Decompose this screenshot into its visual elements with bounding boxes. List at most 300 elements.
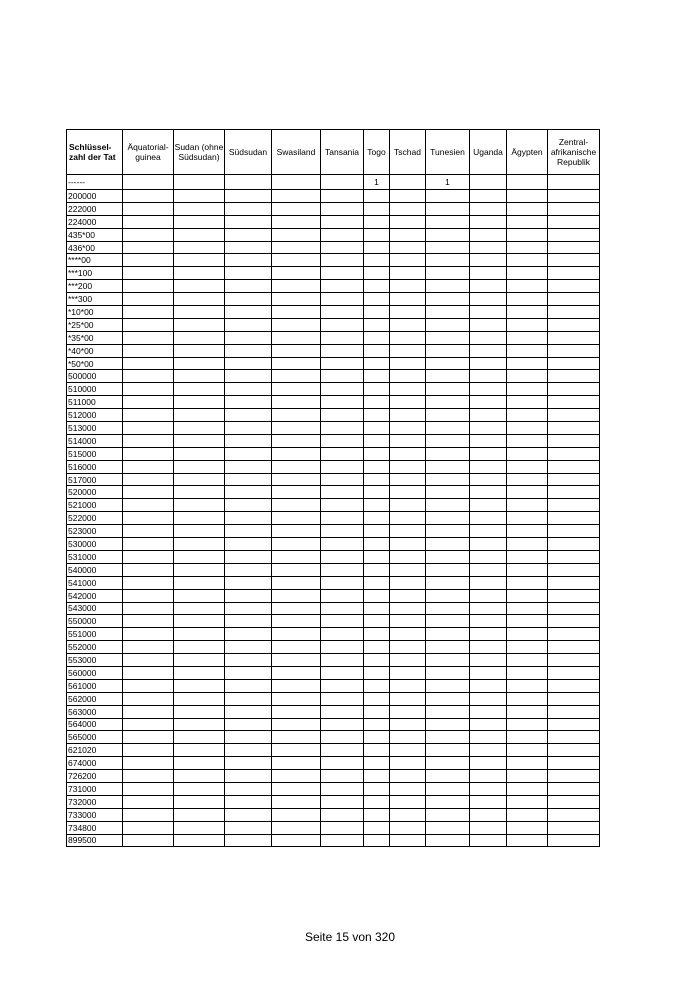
- table-cell: [272, 563, 321, 576]
- table-cell: [225, 512, 272, 525]
- table-row: [67, 422, 600, 435]
- table-cell: [225, 615, 272, 628]
- row-key: 552000: [67, 641, 123, 654]
- table-cell: [390, 473, 426, 486]
- table-cell: [426, 357, 470, 370]
- table-cell: [507, 434, 548, 447]
- table-cell: [390, 782, 426, 795]
- table-cell: [548, 280, 600, 293]
- table-cell: [174, 744, 225, 757]
- table-cell: [548, 331, 600, 344]
- table-cell: [225, 331, 272, 344]
- table-cell: [321, 473, 364, 486]
- row-key: ------: [67, 175, 123, 190]
- table-cell: [321, 834, 364, 847]
- row-key: 731000: [67, 782, 123, 795]
- table-cell: [364, 563, 390, 576]
- row-key: 224000: [67, 215, 123, 228]
- table-cell: [364, 447, 390, 460]
- table-cell: [470, 834, 507, 847]
- row-key: 726200: [67, 770, 123, 783]
- table-cell: [225, 757, 272, 770]
- header-country: Tansania: [321, 130, 364, 175]
- table-cell: [507, 202, 548, 215]
- table-cell: [426, 512, 470, 525]
- table-cell: [426, 473, 470, 486]
- table-cell: [470, 641, 507, 654]
- table-cell: [507, 280, 548, 293]
- table-cell: [321, 770, 364, 783]
- table-cell: [321, 589, 364, 602]
- table-cell: [390, 254, 426, 267]
- table-cell: [321, 757, 364, 770]
- table-row: [67, 447, 600, 460]
- table-cell: [507, 422, 548, 435]
- table-cell: [174, 396, 225, 409]
- table-cell: [364, 383, 390, 396]
- table-row: [67, 228, 600, 241]
- table-cell: [548, 538, 600, 551]
- row-key: *40*00: [67, 344, 123, 357]
- table-cell: [174, 512, 225, 525]
- table-cell: [321, 744, 364, 757]
- table-cell: [507, 795, 548, 808]
- row-key: 512000: [67, 409, 123, 422]
- table-cell: [470, 615, 507, 628]
- table-cell: [174, 538, 225, 551]
- table-cell: [390, 795, 426, 808]
- row-key: *10*00: [67, 306, 123, 319]
- table-cell: [507, 383, 548, 396]
- table-cell: [123, 512, 174, 525]
- table-cell: [390, 318, 426, 331]
- table-cell: [548, 782, 600, 795]
- table-cell: [174, 370, 225, 383]
- table-cell: [174, 718, 225, 731]
- table-cell: [470, 228, 507, 241]
- table-cell: [123, 770, 174, 783]
- table-cell: [426, 692, 470, 705]
- table-cell: [548, 808, 600, 821]
- row-key: 564000: [67, 718, 123, 731]
- row-key: 517000: [67, 473, 123, 486]
- table-row: [67, 757, 600, 770]
- table-cell: [507, 460, 548, 473]
- table-cell: [225, 486, 272, 499]
- table-cell: [470, 318, 507, 331]
- table-cell: [364, 782, 390, 795]
- table-cell: [470, 654, 507, 667]
- table-cell: [426, 267, 470, 280]
- table-cell: [426, 602, 470, 615]
- table-cell: [321, 666, 364, 679]
- table-cell: [507, 782, 548, 795]
- table-cell: [364, 280, 390, 293]
- table-cell: [123, 280, 174, 293]
- header-country: Südsudan: [225, 130, 272, 175]
- table-cell: [272, 215, 321, 228]
- table-cell: [123, 821, 174, 834]
- table-cell: [123, 731, 174, 744]
- table-cell: [364, 705, 390, 718]
- table-cell: [548, 409, 600, 422]
- table-cell: [123, 396, 174, 409]
- table-cell: [507, 563, 548, 576]
- table-row: [67, 550, 600, 563]
- row-key: 553000: [67, 654, 123, 667]
- table-cell: [321, 254, 364, 267]
- table-cell: [470, 383, 507, 396]
- table-cell: [426, 795, 470, 808]
- table-cell: [174, 679, 225, 692]
- statistics-table: [66, 129, 600, 847]
- table-row: [67, 808, 600, 821]
- table-cell: [123, 538, 174, 551]
- table-cell: [174, 190, 225, 203]
- table-cell: [390, 705, 426, 718]
- table-cell: [272, 538, 321, 551]
- table-cell: [321, 563, 364, 576]
- table-cell: [548, 422, 600, 435]
- table-cell: [548, 705, 600, 718]
- table-cell: [174, 306, 225, 319]
- table-cell: [123, 757, 174, 770]
- table-cell: [272, 654, 321, 667]
- table-cell: [225, 705, 272, 718]
- table-cell: [507, 705, 548, 718]
- table-cell: [272, 770, 321, 783]
- table-cell: [123, 344, 174, 357]
- table-cell: [470, 666, 507, 679]
- table-cell: [548, 215, 600, 228]
- table-cell: [225, 357, 272, 370]
- table-cell: [364, 744, 390, 757]
- table-cell: [321, 486, 364, 499]
- table-cell: [123, 422, 174, 435]
- table-cell: [390, 757, 426, 770]
- table-cell: [470, 306, 507, 319]
- table-cell: [272, 331, 321, 344]
- table-cell: [272, 396, 321, 409]
- table-cell: [426, 550, 470, 563]
- table-cell: [548, 563, 600, 576]
- table-cell: [426, 666, 470, 679]
- table-cell: [364, 241, 390, 254]
- row-key: 200000: [67, 190, 123, 203]
- table-cell: [272, 357, 321, 370]
- table-cell: [225, 666, 272, 679]
- table-cell: [123, 241, 174, 254]
- table-cell: [548, 486, 600, 499]
- table-cell: [507, 550, 548, 563]
- table-cell: [426, 654, 470, 667]
- table-cell: [390, 267, 426, 280]
- table-cell: [272, 241, 321, 254]
- table-cell: [174, 666, 225, 679]
- table-cell: [123, 654, 174, 667]
- row-key: 515000: [67, 447, 123, 460]
- table-cell: [174, 331, 225, 344]
- table-cell: [174, 447, 225, 460]
- table-cell: [364, 473, 390, 486]
- table-cell: [548, 460, 600, 473]
- table-cell: [174, 460, 225, 473]
- header-country: Sudan (ohne Südsudan): [174, 130, 225, 175]
- table-cell: [507, 499, 548, 512]
- table-cell: [426, 834, 470, 847]
- table-cell: [272, 666, 321, 679]
- table-cell: [225, 202, 272, 215]
- table-cell: [548, 666, 600, 679]
- table-cell: [390, 370, 426, 383]
- table-cell: [123, 641, 174, 654]
- table-row: [67, 434, 600, 447]
- table-cell: [426, 641, 470, 654]
- table-cell: [470, 757, 507, 770]
- table-cell: [507, 654, 548, 667]
- table-cell: [426, 215, 470, 228]
- table-cell: [507, 175, 548, 190]
- table-cell: [225, 602, 272, 615]
- table-cell: [390, 550, 426, 563]
- row-key: 543000: [67, 602, 123, 615]
- table-cell: [426, 460, 470, 473]
- table-cell: [548, 499, 600, 512]
- table-cell: [548, 795, 600, 808]
- row-key: 514000: [67, 434, 123, 447]
- table-cell: [507, 254, 548, 267]
- table-cell: [548, 679, 600, 692]
- table-row: [67, 512, 600, 525]
- table-row: [67, 692, 600, 705]
- table-cell: [225, 175, 272, 190]
- table-row: [67, 396, 600, 409]
- table-cell: [507, 679, 548, 692]
- table-cell: [470, 705, 507, 718]
- table-cell: [470, 602, 507, 615]
- table-cell: [225, 576, 272, 589]
- table-cell: [272, 422, 321, 435]
- row-key: ***300: [67, 293, 123, 306]
- table-cell: [390, 228, 426, 241]
- table-cell: [225, 744, 272, 757]
- table-body: [67, 175, 600, 847]
- table-cell: [272, 434, 321, 447]
- table-cell: [123, 473, 174, 486]
- table-cell: [272, 409, 321, 422]
- table-cell: [426, 576, 470, 589]
- table-cell: [548, 447, 600, 460]
- table-cell: [272, 692, 321, 705]
- table-cell: [364, 821, 390, 834]
- row-key: *25*00: [67, 318, 123, 331]
- table-cell: [321, 641, 364, 654]
- table-cell: [174, 241, 225, 254]
- table-cell: [507, 396, 548, 409]
- row-key: 511000: [67, 396, 123, 409]
- table-cell: [123, 254, 174, 267]
- table-cell: [390, 306, 426, 319]
- table-cell: [321, 357, 364, 370]
- table-cell: [364, 422, 390, 435]
- table-cell: [426, 306, 470, 319]
- table-row: [67, 306, 600, 319]
- table-cell: [470, 190, 507, 203]
- table-cell: [390, 215, 426, 228]
- table-cell: [321, 202, 364, 215]
- table-cell: [548, 757, 600, 770]
- table-row: [67, 641, 600, 654]
- header-country: Togo: [364, 130, 390, 175]
- table-cell: [174, 821, 225, 834]
- table-row: [67, 460, 600, 473]
- table-cell: [390, 447, 426, 460]
- table-cell: [123, 447, 174, 460]
- table-cell: [364, 499, 390, 512]
- table-cell: [390, 538, 426, 551]
- table-cell: [426, 589, 470, 602]
- table-cell: [321, 175, 364, 190]
- table-cell: [225, 563, 272, 576]
- table-cell: [470, 744, 507, 757]
- table-cell: [321, 576, 364, 589]
- row-key: 521000: [67, 499, 123, 512]
- table-cell: [123, 563, 174, 576]
- table-cell: [272, 718, 321, 731]
- table-cell: [470, 357, 507, 370]
- table-cell: [548, 641, 600, 654]
- table-cell: [123, 267, 174, 280]
- table-cell: [390, 512, 426, 525]
- table-cell: [390, 834, 426, 847]
- table-cell: [470, 447, 507, 460]
- table-cell: [507, 473, 548, 486]
- table-cell: [548, 254, 600, 267]
- table-row: [67, 718, 600, 731]
- table-cell: [390, 175, 426, 190]
- table-cell: [470, 576, 507, 589]
- table-cell: 1: [364, 175, 390, 190]
- table-cell: [507, 190, 548, 203]
- table-cell: [321, 718, 364, 731]
- table-cell: [321, 705, 364, 718]
- table-cell: [470, 202, 507, 215]
- table-cell: [507, 589, 548, 602]
- table-cell: [548, 396, 600, 409]
- table-cell: [364, 190, 390, 203]
- table-cell: [507, 628, 548, 641]
- row-key: 621020: [67, 744, 123, 757]
- table-cell: [272, 370, 321, 383]
- table-row: [67, 293, 600, 306]
- table-cell: [390, 422, 426, 435]
- table-cell: [272, 525, 321, 538]
- table-cell: [426, 383, 470, 396]
- table-cell: [470, 254, 507, 267]
- table-cell: [548, 525, 600, 538]
- table-cell: [225, 190, 272, 203]
- table-cell: [470, 215, 507, 228]
- table-cell: [426, 293, 470, 306]
- table-cell: [426, 370, 470, 383]
- table-cell: [507, 731, 548, 744]
- table-cell: [225, 692, 272, 705]
- table-cell: [123, 215, 174, 228]
- table-cell: [364, 525, 390, 538]
- table-cell: [321, 628, 364, 641]
- table-cell: [507, 447, 548, 460]
- table-cell: [390, 525, 426, 538]
- table-cell: [470, 331, 507, 344]
- table-cell: [364, 306, 390, 319]
- table-cell: [390, 718, 426, 731]
- table-row: [67, 241, 600, 254]
- table-cell: [426, 525, 470, 538]
- table-cell: [272, 795, 321, 808]
- table-cell: [272, 306, 321, 319]
- row-key: ****00: [67, 254, 123, 267]
- table-cell: [272, 228, 321, 241]
- table-cell: [548, 228, 600, 241]
- table-cell: [426, 331, 470, 344]
- table-cell: [548, 589, 600, 602]
- table-cell: [174, 641, 225, 654]
- table-cell: [272, 280, 321, 293]
- table-row: [67, 175, 600, 190]
- table-cell: [225, 782, 272, 795]
- table-cell: [470, 499, 507, 512]
- table-cell: [507, 409, 548, 422]
- table-cell: [470, 267, 507, 280]
- table-row: [67, 821, 600, 834]
- table-cell: [470, 770, 507, 783]
- table-cell: [426, 241, 470, 254]
- table-cell: [123, 318, 174, 331]
- table-cell: [426, 486, 470, 499]
- table-row: [67, 666, 600, 679]
- table-cell: [426, 821, 470, 834]
- table-cell: [272, 576, 321, 589]
- row-key: 565000: [67, 731, 123, 744]
- table-cell: [321, 615, 364, 628]
- table-cell: [364, 318, 390, 331]
- table-cell: [507, 808, 548, 821]
- row-key: 542000: [67, 589, 123, 602]
- table-row: [67, 589, 600, 602]
- table-cell: [364, 396, 390, 409]
- table-cell: [123, 679, 174, 692]
- table-cell: [390, 808, 426, 821]
- table-cell: [390, 293, 426, 306]
- row-key: 560000: [67, 666, 123, 679]
- row-key: ***100: [67, 267, 123, 280]
- table-cell: [174, 175, 225, 190]
- table-cell: [225, 228, 272, 241]
- table-cell: [548, 834, 600, 847]
- table-cell: [225, 370, 272, 383]
- row-key: 562000: [67, 692, 123, 705]
- table-cell: [426, 563, 470, 576]
- table-cell: [174, 731, 225, 744]
- table-cell: [390, 628, 426, 641]
- table-cell: [123, 409, 174, 422]
- table-cell: [548, 615, 600, 628]
- table-cell: [364, 576, 390, 589]
- table-row: [67, 254, 600, 267]
- table-cell: [272, 731, 321, 744]
- row-key: 510000: [67, 383, 123, 396]
- table-cell: [321, 422, 364, 435]
